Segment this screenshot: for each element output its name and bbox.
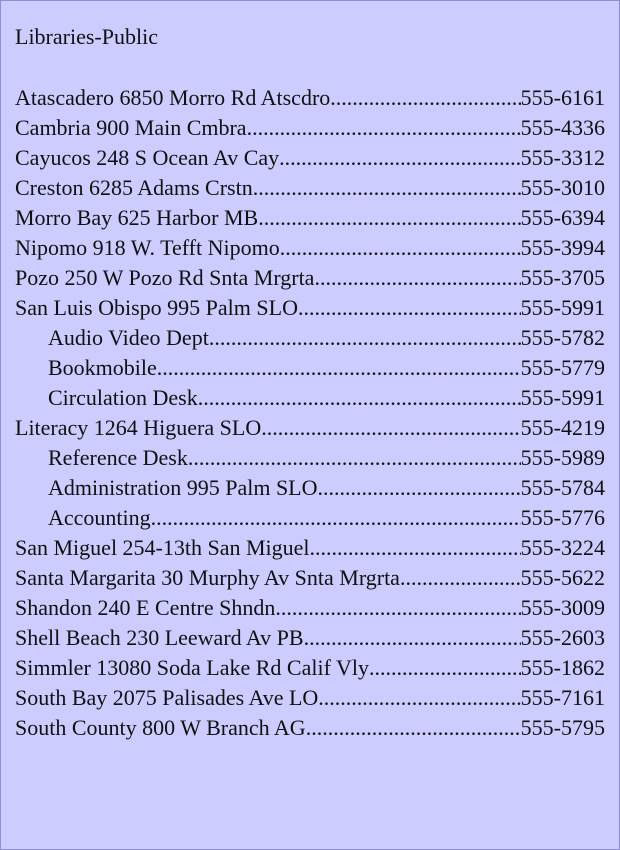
entry-name: South County 800 W Branch AG [15, 715, 306, 740]
entry-name: Administration 995 Palm SLO [48, 475, 318, 500]
dot-leader [157, 353, 521, 383]
listing-entry [15, 173, 605, 203]
dot-leader [298, 293, 521, 323]
entry-name: Literacy 1264 Higuera SLO [15, 415, 262, 440]
listing-entry [15, 203, 605, 233]
entry-phone: 555-5782 [520, 325, 605, 350]
dot-leader [318, 683, 520, 713]
dot-leader [279, 143, 521, 173]
entry-name: Morro Bay 625 Harbor MB [15, 205, 259, 230]
dot-leader [280, 233, 521, 263]
listing-entry [15, 113, 605, 143]
listing-entry [15, 713, 605, 743]
dot-leader [261, 413, 520, 443]
entry-name: Santa Margarita 30 Murphy Av Snta Mrgrta [15, 565, 400, 590]
listing-entry [15, 233, 605, 263]
entry-name: Accounting [48, 505, 151, 530]
listing-subentry [15, 323, 605, 353]
listing-subentry [15, 443, 605, 473]
entry-phone: 555-5989 [520, 445, 605, 470]
listing-entry [15, 143, 605, 173]
library-listing [15, 83, 605, 743]
dot-leader [314, 263, 520, 293]
dot-leader [209, 323, 521, 353]
entry-name: Shell Beach 230 Leeward Av PB [15, 625, 304, 650]
entry-name: Circulation Desk [48, 385, 198, 410]
entry-phone: 555-4219 [520, 415, 605, 440]
entry-name: Bookmobile [48, 355, 157, 380]
entry-name: Simmler 13080 Soda Lake Rd Calif Vly [15, 655, 370, 680]
entry-phone: 555-6161 [520, 85, 605, 110]
dot-leader [247, 113, 521, 143]
dot-leader [253, 173, 521, 203]
entry-phone: 555-3009 [520, 595, 605, 620]
entry-phone: 555-5991 [520, 385, 605, 410]
listing-entry [15, 623, 605, 653]
dot-leader [258, 203, 520, 233]
dot-leader [330, 83, 520, 113]
dot-leader [369, 653, 521, 683]
entry-phone: 555-5991 [520, 295, 605, 320]
entry-name: Nipomo 918 W. Tefft Nipomo [15, 235, 280, 260]
listing-entry [15, 83, 605, 113]
entry-name: Reference Desk [48, 445, 188, 470]
entry-phone: 555-3224 [520, 535, 605, 560]
entry-name: San Miguel 254-13th San Miguel [15, 535, 310, 560]
listing-entry [15, 563, 605, 593]
entry-name: Shandon 240 E Centre Shndn [15, 595, 276, 620]
dot-leader [304, 623, 521, 653]
listing-entry [15, 683, 605, 713]
entry-phone: 555-3705 [520, 265, 605, 290]
listing-entry [15, 593, 605, 623]
entry-phone: 555-5776 [520, 505, 605, 530]
entry-phone: 555-2603 [520, 625, 605, 650]
dot-leader [400, 563, 521, 593]
entry-phone: 555-5784 [520, 475, 605, 500]
entry-phone: 555-3994 [520, 235, 605, 260]
section-heading: Libraries-Public [15, 24, 158, 49]
dot-leader [188, 443, 521, 473]
entry-phone: 555-7161 [520, 685, 605, 710]
entry-name: Audio Video Dept [48, 325, 209, 350]
listing-entry [15, 263, 605, 293]
entry-phone: 555-5779 [520, 355, 605, 380]
dot-leader [318, 473, 521, 503]
entry-name: Cayucos 248 S Ocean Av Cay [15, 145, 280, 170]
entry-name: South Bay 2075 Palisades Ave LO [15, 685, 319, 710]
entry-phone: 555-4336 [520, 115, 605, 140]
entry-phone: 555-5795 [520, 715, 605, 740]
entry-name: Creston 6285 Adams Crstn [15, 175, 253, 200]
dot-leader [151, 503, 521, 533]
listing-subentry [15, 503, 605, 533]
dot-leader [275, 593, 520, 623]
listing-entry [15, 293, 605, 323]
entry-phone: 555-1862 [520, 655, 605, 680]
entry-name: Pozo 250 W Pozo Rd Snta Mrgrta [15, 265, 315, 290]
listing-subentry [15, 353, 605, 383]
entry-phone: 555-3312 [520, 145, 605, 170]
entry-name: Cambria 900 Main Cmbra [15, 115, 247, 140]
entry-phone: 555-6394 [520, 205, 605, 230]
listing-entry [15, 533, 605, 563]
entry-name: Atascadero 6850 Morro Rd Atscdro [15, 85, 331, 110]
entry-name: San Luis Obispo 995 Palm SLO [15, 295, 298, 320]
dot-leader [198, 383, 521, 413]
dot-leader [306, 713, 521, 743]
listing-subentry [15, 473, 605, 503]
dot-leader [310, 533, 521, 563]
entry-phone: 555-3010 [520, 175, 605, 200]
listing-subentry [15, 383, 605, 413]
listing-entry [15, 653, 605, 683]
listing-entry [15, 413, 605, 443]
entry-phone: 555-5622 [520, 565, 605, 590]
